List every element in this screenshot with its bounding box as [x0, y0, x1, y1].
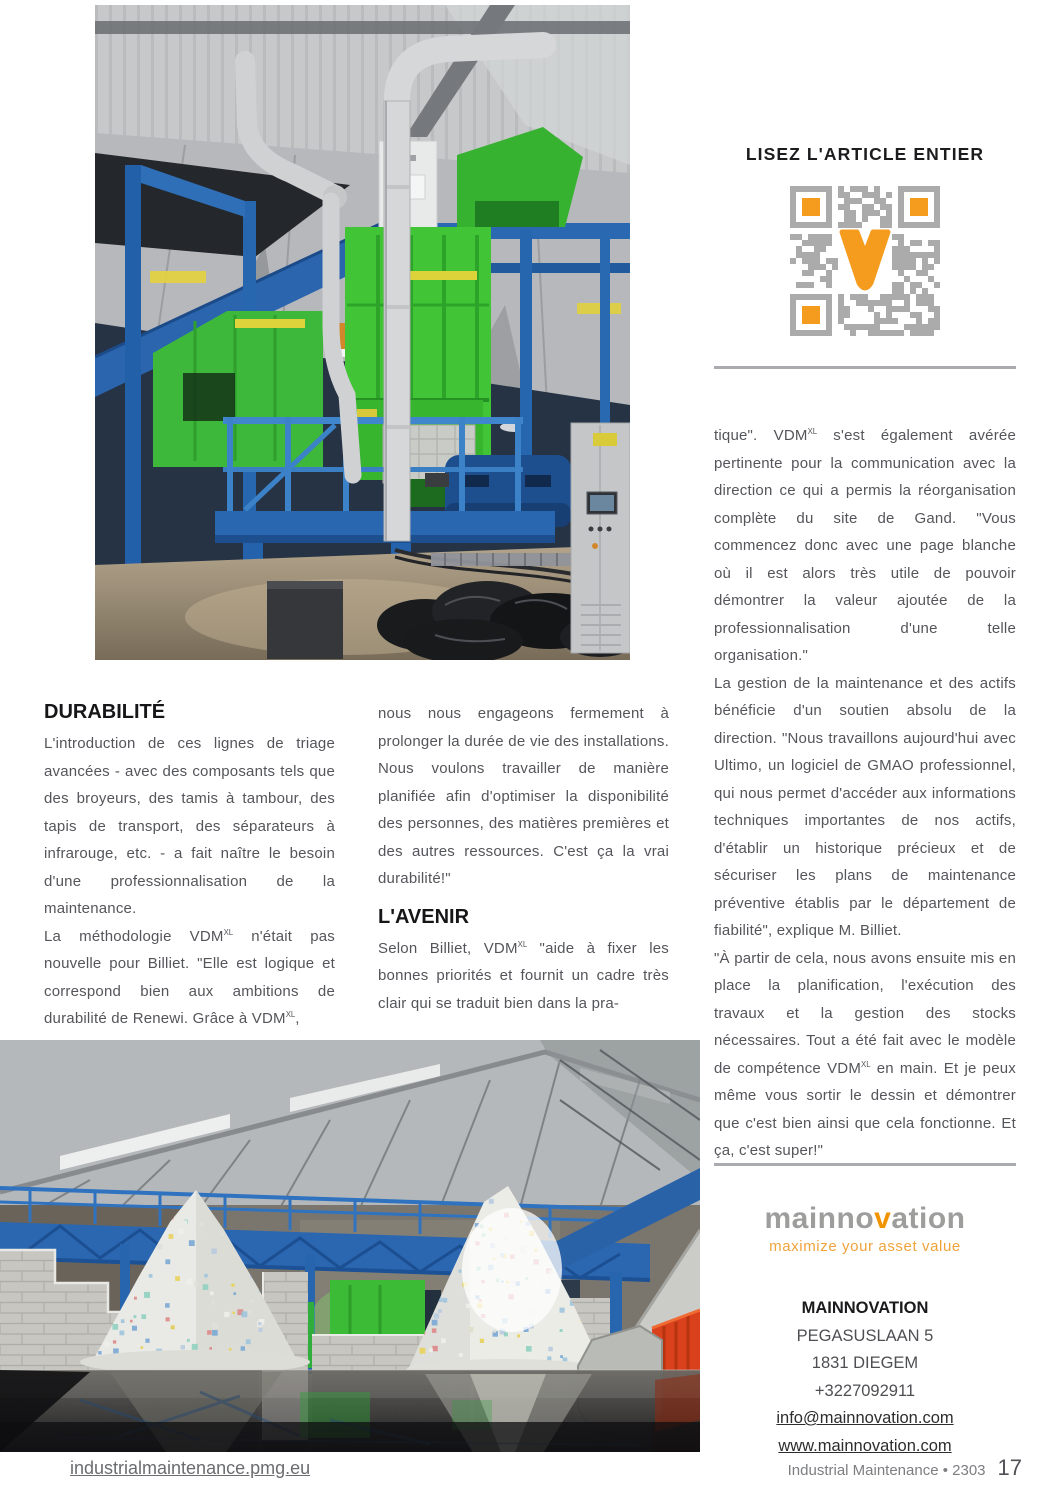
- qr-code: [790, 186, 940, 336]
- paragraph: tique". $VDM^{XL}$ s'est également avérée pertinente pour la communication avec la direction ce qui a permis la réorganisation complète du site de Gand. "Vous commencez donc avec une page blanche où il est alors très utile de pouvoir démontrer la valeur ajoutée de la professionnalisation d'une telle organisation.": [714, 427, 1016, 664]
- paragraph: L'introduction de ces lignes de triage avancées - avec des composants tels que des broyeurs, des tamis à tambour, des tapis de transport, des séparateurs à infrarouge, etc. - a fait naître le besoin d'une professionnalisation de la maintenance.: [44, 735, 335, 917]
- wet-floor-reflection: [0, 1370, 700, 1452]
- recycling-installation-illustration: [95, 5, 630, 660]
- qr-finder-top-right: [901, 189, 937, 225]
- phone-number: +3227092911: [814, 1381, 916, 1400]
- mainnovation-logo: [714, 1203, 1016, 1255]
- read-full-article-heading: LISEZ L'ARTICLE ENTIER: [745, 144, 985, 164]
- qr-finder-bottom-left: [793, 297, 829, 333]
- company-name: MAINNOVATION: [801, 1299, 929, 1317]
- paragraph: "À partir de cela, nous avons ensuite mis en place la planification, l'exécution des travaux et la gestion des stocks nécessaires. Tout a été fait avec le modèle de compétence $VDM^{XL}$ en main. Et je peux même vous sortir le dessin et démontrer que c'est bien ainsi que cela fonctionne. Et ça, c'est super!": [714, 949, 1016, 1159]
- email-link[interactable]: info@mainnovation.com: [776, 1409, 954, 1427]
- photo-waste-warehouse: [0, 1040, 700, 1452]
- logo-v-letter: v: [874, 1202, 892, 1235]
- section-heading-avenir: L'AVENIR: [378, 905, 470, 928]
- paragraph: La méthodologie $VDM^{XL}$ n'était pas nouvelle pour Billiet. "Elle est logique et correspond bien aux ambitions de durabilité de Renewi. Grâce à $VDM^{XL}$,: [44, 927, 335, 1027]
- publication-name: Industrial Maintenance • 2303: [787, 1462, 986, 1479]
- photo-recycling-installation: [95, 5, 630, 660]
- footer-site-link[interactable]: industrialmaintenance.pmg.eu: [70, 1458, 311, 1478]
- paragraph: Selon Billiet, $VDM^{XL}$ "aide à fixer les bonnes priorités et fournit un cadre très clair qui se traduit bien dans la pra-: [378, 939, 669, 1012]
- page-number: 17: [997, 1455, 1022, 1480]
- logo-tagline: maximize your asset value: [769, 1238, 961, 1255]
- article-column-middle: [378, 700, 669, 1017]
- contact-block: [714, 1295, 1016, 1460]
- section-heading-durabilite: DURABILITÉ: [44, 701, 166, 723]
- paragraph: nous nous engageons fermement à prolonger la durée de vie des installations. Nous voulons travailler de manière planifiée afin d'optimiser la disponibilité des personnes, des matières premières et des autres ressources. C'est ça la vrai durabilité!": [378, 705, 669, 887]
- paragraph: La gestion de la maintenance et des actifs bénéficie d'un soutien absolu de la direction. "Nous travaillons aujourd'hui avec Ultimo, un logiciel de GMAO professionnel, qui nous permet d'accéder aux informations techniques importantes de nos actifs, d'établir un historique précieux et de sécuriser les plans de maintenance préventive établis par le département de fiabilité", explique M. Billiet.: [714, 674, 1016, 939]
- divider-rule-top: [714, 366, 1016, 369]
- waste-warehouse-illustration: [0, 1040, 700, 1452]
- mainnovation-wordmark: mainnovation: [764, 1202, 966, 1235]
- address-line: 1831 DIEGEM: [811, 1354, 919, 1372]
- address-line: PEGASUSLAAN 5: [796, 1326, 934, 1345]
- website-link[interactable]: www.mainnovation.com: [778, 1436, 952, 1455]
- right-rail: [714, 0, 1016, 1496]
- article-column-left: [44, 700, 335, 1033]
- footer-right: [788, 1455, 1022, 1481]
- control-cabinet: [571, 423, 630, 653]
- divider-rule-bottom: [714, 1163, 1016, 1166]
- qr-finder-top-left: [793, 189, 829, 225]
- article-column-right: [714, 422, 1016, 1165]
